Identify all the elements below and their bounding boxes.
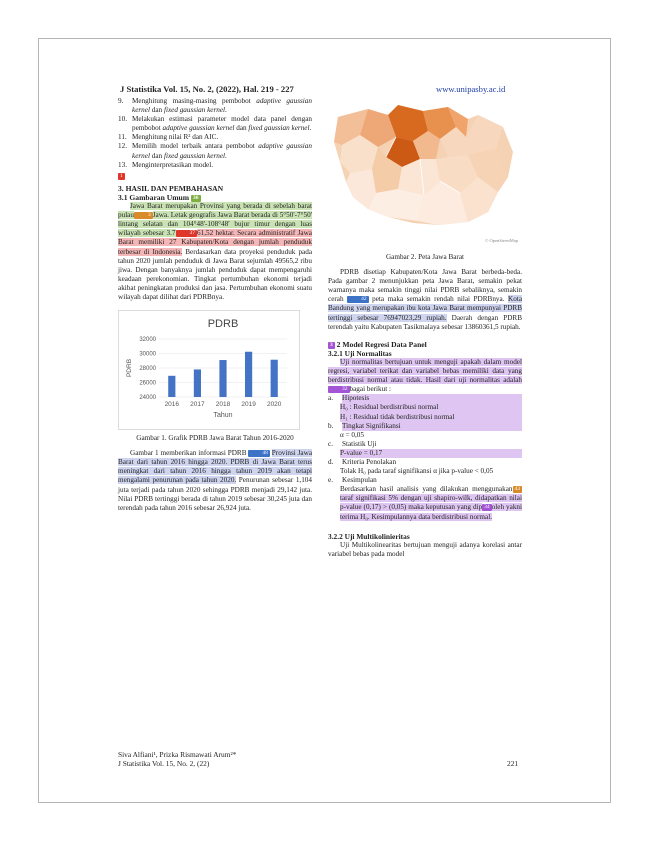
- method-step: 11. Menghitung nilai R² dan AIC.: [118, 133, 219, 142]
- y-tick-label: 26000: [139, 380, 156, 387]
- x-tick-label: 2017: [190, 401, 205, 409]
- right-column: [328, 97, 522, 559]
- y-tick-label: 28000: [139, 366, 156, 373]
- annotation-badge-10: 34: [484, 504, 490, 511]
- method-step: 13. Menginterpretasikan model.: [118, 160, 214, 169]
- y-tick-label: 24000: [139, 395, 156, 402]
- chart-title: PDRB: [207, 318, 239, 331]
- hypothesis-h0: H₀ : Residual berdistribusi normal: [340, 403, 522, 412]
- bar-2018: [219, 360, 226, 397]
- footer-journal: J Statistika Vol. 15, No. 2, (22): [118, 759, 210, 768]
- section-hasil-pembahasan: 3. HASIL DAN PEMBAHASAN: [118, 183, 224, 193]
- paragraph-multikolinieritas: Uji Multikolinearitas bertujuan menguji adanya korelasi antar variabel bebas pada model: [328, 540, 522, 558]
- left-column: [118, 97, 312, 513]
- figure-1-caption: Gambar 1. Grafik PDRB Jawa Barat Tahun 2016-2020: [136, 434, 294, 443]
- method-step: 12. Memilih model terbaik antara pembobot adaptive gaussian kernel dan fixed gaussian kernel.: [118, 142, 312, 160]
- bar-2017: [194, 370, 201, 398]
- section-multikolinieritas: 3.2.2 Uji Multikolinieritas: [328, 531, 410, 541]
- method-step: 9. Menghitung masing-masing pembobot adaptive gaussian kernel dan fixed gaussian kernel.: [118, 97, 312, 115]
- annotation-badge-8: 32: [328, 386, 350, 393]
- paragraph-pdrb: Gambar 1 memberikan informasi PDRB 48 Provinsi Jawa Barat dari tahun 2016 hingga 2020. PDRB di Jawa Barat terus meningkat dari tahun 2016 hingga tahun 2019 akan tetapi mengalami penurunan pada tahun 2020. Penurunan sebesar 1,104 juta terjadi pada tahun 2020 sehingga PDRB menjadi 29,142 juta. Nilai PDRB tertinggi berada di tahun 2019 sebesar 30,245 juta dan terendah pada tahun 2016 sebesar 26,924 juta.: [118, 449, 313, 512]
- item-kesimpulan: e. Kesimpulan: [328, 476, 377, 485]
- page-number: 221: [507, 759, 519, 768]
- method-step: 10. Melakukan estimasi parameter model data panel dengan pembobot adaptive gaussian kernel dan fixed gaussian kernel.: [118, 115, 312, 133]
- x-axis-label: Tahun: [213, 412, 233, 420]
- map-credit: © OpenStreetMap: [484, 237, 518, 243]
- annotation-badge-3: 3: [134, 212, 153, 219]
- alpha-value: α = 0,05: [340, 430, 364, 439]
- y-tick-label: 30000: [139, 351, 156, 358]
- section-gambaran-umum: 3.1 Gambaran Umum 36: [118, 192, 199, 202]
- figure-2-caption: Gambar 2. Peta Jawa Barat: [385, 253, 465, 261]
- annotation-badge-7: 3: [330, 341, 333, 348]
- item-hipotesis: a. Hipotesis: [328, 394, 522, 403]
- bar-2020: [271, 360, 278, 397]
- paragraph-normalitas: Uji normalitas bertujuan untuk menguji apakah dalam model regresi, variabel terikat dan variabel bebas memiliki data yang berdistribusi normal atau tidak. Hasil dari uji normalitas adalah 32 bagai berikut :: [328, 357, 522, 394]
- paragraph-gambaran: Jawa Barat merupakan Provinsi yang berada di sebelah barat pulau 3 Jawa. Letak geografis Jawa Barat berada di 5°50'-7°50' lintang selatan dan 104°48'-108°48' bujur timur dengan luas wilayah sebesar 3.7 37 61,52 hektar. Secara administratif Jawa Barat memiliki 27 Kabupaten/Kota dengan jumlah penduduk terbesar di Indonesia. Berdasarkan data proyeksi penduduk pada tahun 2020 jumlah penduduk di Jawa Barat sejumlah 49565,2 ribu jiwa. Dengan banyaknya jumlah penduduk dapat mempengaruhi keadaan perekonomian. Tingkat pertumbuhan ekonomi terjadi akibat peningkatan produksi dan jasa. Pertumbuhan ekonomi suatu wilayah dapat dilihat dari PDRBnya.: [118, 202, 313, 301]
- annotation-badge-5: 48: [248, 450, 270, 457]
- y-axis-label: PDRB: [126, 359, 133, 378]
- paragraph-pdrb-map: PDRB disetiap Kabupaten/Kota Jawa Barat berbeda-beda. Pada gambar 2 menunjukkan peta Jawa Barat, semakin pekat warnanya maka semakin tinggi nilai PDRB sebaliknya, semakin cerah 42 peta maka semakin rendah nilai PDRBnya. Kota Bandung yang merupakan ibu kota Jawa Barat mempunyai PDRB tertinggi sebesar 76947023,29 rupiah. Daerah dengan PDRB terendah yaitu Kabupaten Tasikmalaya sebesar 13860361,5 rupiah.: [328, 268, 523, 331]
- pdrb-chart: [118, 310, 300, 430]
- x-tick-label: 2020: [266, 401, 282, 409]
- hypothesis-h1: H₁ : Residual tidak berdistribusi normal: [340, 413, 522, 422]
- x-tick-label: 2019: [241, 401, 256, 409]
- footer-authors: Siva Alfiani¹, Prizka Rismawati Arum²*: [118, 750, 237, 759]
- y-tick-label: 32000: [139, 337, 156, 344]
- jawa-barat-map: [328, 97, 522, 247]
- footer-left: [118, 750, 236, 768]
- bar-2016: [168, 376, 175, 397]
- annotation-badge-1: 1: [120, 172, 123, 179]
- choropleth-map: [328, 97, 522, 247]
- section-model-regresi: 3 2 Model Regresi Data Panel: [330, 339, 427, 349]
- item-statistik: c. Statistik Uji: [328, 439, 377, 448]
- journal-url[interactable]: www.unipasby.ac.id: [436, 84, 506, 94]
- annotation-badge-2: 36: [193, 194, 199, 201]
- item-kriteria: d. Kriteria Penolakan: [328, 457, 397, 466]
- pdrb-bar-chart: [119, 311, 299, 429]
- annotation-badge-4: 37: [176, 230, 198, 237]
- section-uji-normalitas: 3.2.1 Uji Normalitas: [328, 348, 392, 358]
- p-value: P-value = 0,17: [340, 449, 522, 458]
- kriteria-body: Tolak H₀ pada taraf signifikansi α jika p-value < 0,05: [340, 467, 494, 476]
- journal-header: J Statistika Vol. 15, No. 2, (2022), Hal. 219 - 227: [120, 84, 294, 94]
- method-steps: [118, 97, 312, 170]
- item-signifikansi: b. Tingkat Signifikansi: [328, 422, 522, 431]
- x-tick-label: 2018: [215, 401, 231, 409]
- kesimpulan-body: Berdasarkan hasil analisis yang dilakukan menggunakan 43taraf signifikasi 5% dengan uji shapiro-wilk, didapatkan nilai p-value (0,17) > (0,05) maka keputusan yang dip 34 oleh yakni terima H₀. Kesimpulannya data berdistribusi normal.: [340, 485, 523, 521]
- x-tick-label: 2016: [164, 401, 180, 409]
- annotation-badge-9: 43: [514, 486, 520, 493]
- annotation-badge-6: 42: [347, 296, 369, 303]
- bar-2019: [245, 352, 252, 397]
